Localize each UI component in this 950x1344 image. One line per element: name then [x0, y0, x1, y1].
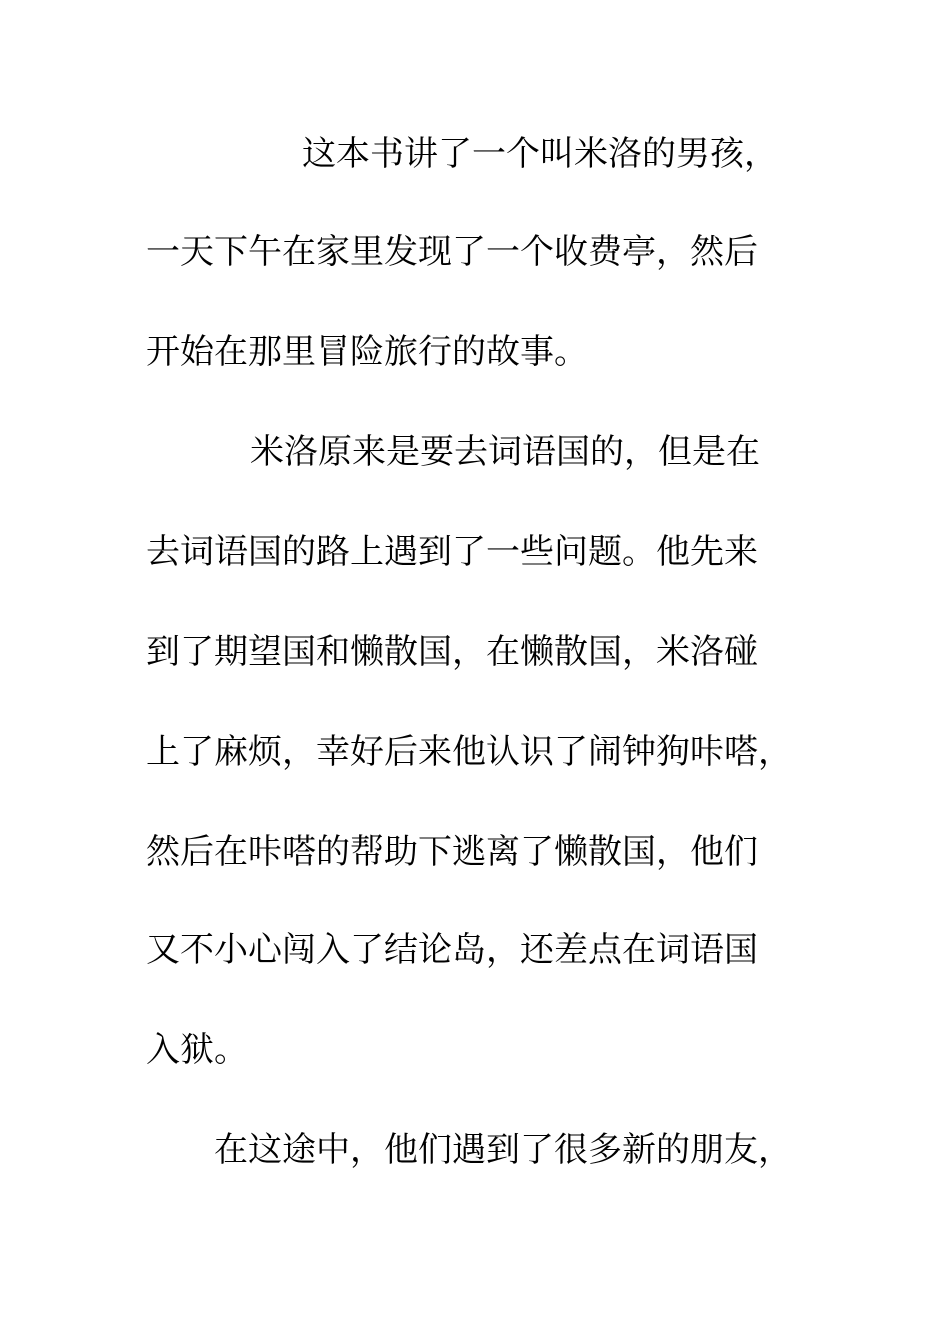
text-line-11: 在这途中，他们遇到了很多新的朋友，	[214, 1130, 792, 1170]
text-line-1: 这本书讲了一个叫米洛的男孩，	[302, 134, 778, 174]
text-line-2: 一天下午在家里发现了一个收费亭，然后	[146, 232, 758, 272]
text-line-6: 到了期望国和懒散国，在懒散国，米洛碰	[146, 632, 758, 672]
text-line-5: 去词语国的路上遇到了一些问题。他先来	[146, 532, 758, 572]
text-line-7: 上了麻烦，幸好后来他认识了闹钟狗咔嗒，	[146, 732, 792, 772]
text-line-8: 然后在咔嗒的帮助下逃离了懒散国，他们	[146, 832, 758, 872]
text-line-9: 又不小心闯入了结论岛，还差点在词语国	[146, 930, 758, 970]
text-line-3: 开始在那里冒险旅行的故事。	[146, 332, 588, 372]
text-line-4: 米洛原来是要去词语国的，但是在	[250, 432, 760, 472]
text-line-10: 入狱。	[146, 1030, 248, 1070]
